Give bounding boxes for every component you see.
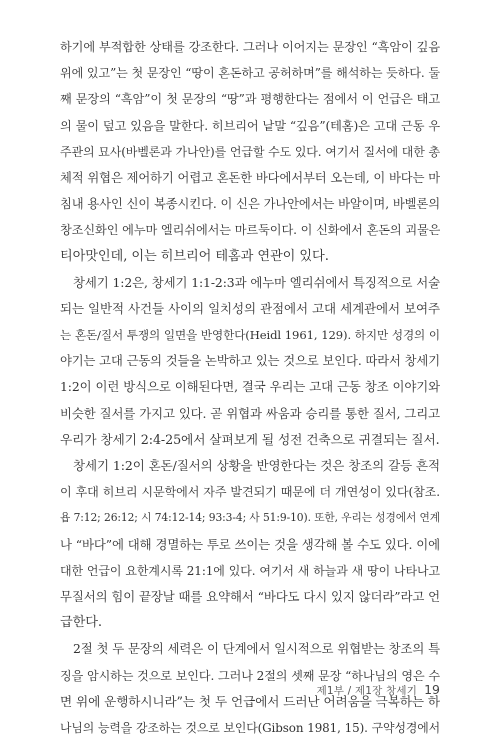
text-line: 는 혼돈/질서 투쟁의 일면을 반영한다(Heidl 1961, 129). 하지만 성경의 이 bbox=[60, 328, 440, 343]
text-line: 징을 암시하는 것으로 보인다. 그러나 2절의 셋째 문장 “하나님의 영은 수 bbox=[60, 668, 440, 683]
text-line: 창조신화인 에누마 엘리쉬에서는 마르둑이다. 이 신화에서 혼돈의 괴물은 bbox=[60, 223, 440, 238]
text-line: 의 물이 덮고 있음을 말한다. 히브리어 낱말 “깊음”(테홈)은 고대 근동 우 bbox=[60, 118, 440, 133]
page-footer bbox=[317, 679, 440, 698]
text-line: 창세기 1:2은, 창세기 1:1-2:3과 에누마 엘리쉬에서 특징적으로 서술 bbox=[73, 274, 440, 290]
text-line: 욥 7:12; 26:12; 시 74:12-14; 93:3-4; 사 51:9-10). 또한, 우리는 성경에서 연계 bbox=[60, 511, 440, 525]
text-line: 이 후대 히브리 시문학에서 자주 발견되기 때문에 더 개연성이 있다(참조. bbox=[60, 485, 440, 500]
paragraph-2 bbox=[60, 270, 440, 453]
page-body bbox=[60, 34, 440, 741]
text-line: 무질서의 힘이 끝장날 때를 요약해서 “바다도 다시 있지 않더라”라고 언 bbox=[60, 588, 440, 604]
text-line: 대한 언급이 요한계시록 21:1에 있다. 여기서 새 하늘과 새 땅이 나타나고 bbox=[60, 563, 440, 578]
text-line: 야기는 고대 근동의 것들을 논박하고 있는 것으로 보인다. 따라서 창세기 bbox=[60, 354, 440, 369]
text-line: 되는 일반적 사건들 사이의 일치성의 관점에서 고대 세계관에서 보여주 bbox=[60, 300, 440, 316]
paragraph-1 bbox=[60, 34, 440, 270]
text-line: 우리가 창세기 2:4-25에서 살펴보게 될 성전 건축으로 귀결되는 질서. bbox=[60, 431, 440, 447]
text-line: 급한다. bbox=[60, 615, 103, 631]
text-line: 비슷한 질서를 가지고 있다. 곧 위협과 싸움과 승리를 통한 질서, 그리고 bbox=[60, 405, 440, 421]
text-line: 위에 있고”는 첫 문장인 “땅이 혼돈하고 공허하며”를 해석하는 듯하다. 둘 bbox=[60, 66, 440, 81]
text-line: 나님의 능력을 강조하는 것으로 보인다(Gibson 1981, 15). 구약성경에서 bbox=[60, 720, 440, 735]
paragraph-3 bbox=[60, 453, 440, 636]
page-number: 19 bbox=[424, 682, 440, 697]
text-line: 체적 위협은 제어하기 어렵고 혼돈한 바다에서부터 오는데, 이 바다는 마 bbox=[60, 170, 440, 185]
text-line: 주관의 묘사(바벨론과 가나안)를 언급할 수도 있다. 여기서 질서에 대한 총 bbox=[60, 144, 440, 159]
text-line: 1:2이 이런 방식으로 이해된다면, 결국 우리는 고대 근동 창조 이야기와 bbox=[60, 379, 440, 395]
text-line: 2절 첫 두 문장의 세력은 이 단계에서 일시적으로 위협받는 창조의 특 bbox=[73, 641, 440, 657]
text-line: 티아맛인데, 이는 히브리어 테홈과 연관이 있다. bbox=[60, 248, 329, 264]
text-line: 째 문장의 “흑암”이 첫 문장의 “땅”과 평행한다는 점에서 이 언급은 태고 bbox=[60, 92, 440, 107]
running-footer-section: 제1부 / 제1장 창세기 bbox=[316, 685, 418, 697]
text-line: 침내 용사인 신이 복종시킨다. 이 신은 가나안에서는 바알이며, 바벨론의 bbox=[60, 197, 440, 212]
text-line: 면 위에 운행하시니라”는 첫 두 언급에서 드러난 어려움을 극복하는 하 bbox=[60, 693, 440, 709]
text-line: 창세기 1:2이 혼돈/질서의 상황을 반영한다는 것은 창조의 갈등 흔적 bbox=[73, 458, 440, 473]
text-line: 하기에 부적합한 상태를 강조한다. 그러나 이어지는 문장인 “흑암이 깊음 bbox=[60, 40, 440, 54]
text-line: 나 “바다”에 대해 경멸하는 투로 쓰이는 것을 생각해 볼 수도 있다. 이에 bbox=[60, 536, 440, 552]
